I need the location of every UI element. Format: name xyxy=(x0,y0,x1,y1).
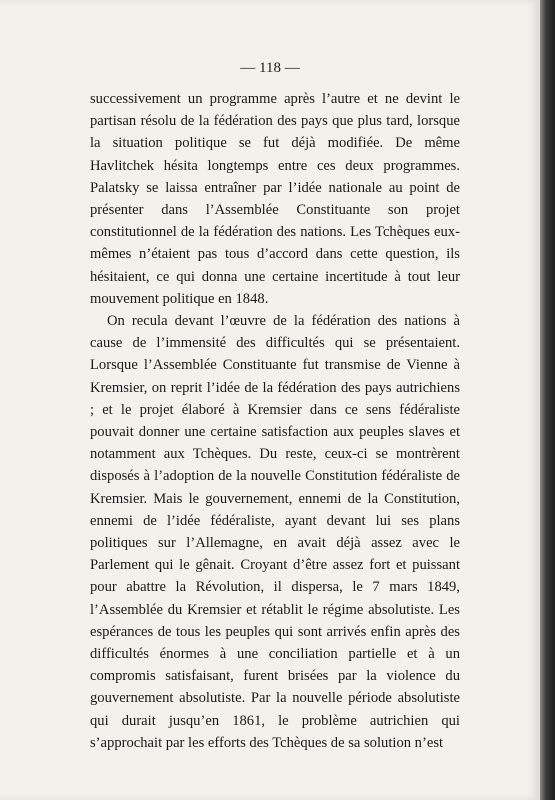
page-number: — 118 — xyxy=(240,60,300,76)
page-edge-shadow xyxy=(540,0,555,800)
body-text xyxy=(90,88,460,754)
paragraph-2: On recula devant l’œuvre de la fédération des nations à cause de l’immensité des difficultés qui se présentaient. Lorsque l’Assemblée Constituante fut transmise de Vienne à Kremsier, on reprit l’idée de la fédération des pays autrichiens ; et le projet élaboré à Kremsier dans ce sens fédéraliste pouvait donner une certaine satisfaction aux peuples slaves et notamment aux Tchèques. Du reste, ceux-ci se montrèrent disposés à l’adoption de la nouvelle Constitution fédéraliste de Kremsier. Mais le gouvernement, ennemi de la Constitution, ennemi de l’idée fédéraliste, ayant devant lui ses plans politiques sur l’Allemagne, en avait déjà assez avec le Parlement qui le gênait. Croyant d’être assez fort et puissant pour abattre la Révolution, il dispersa, le 7 mars 1849, l’Assemblée du Kremsier et rétablit le régime absolutiste. Les espérances de tous les peuples qui sont arrivés enfin après des difficultés énormes à une conciliation partielle et à un compromis satisfaisant, furent brisées par la violence du gouvernement absolutiste. Par la nouvelle période absolutiste qui durait jusqu’en 1861, le problème autrichien qui s’approchait par les efforts des Tchèques de sa solution n’est xyxy=(90,313,460,751)
paragraph-1: successivement un programme après l’autre et ne devint le partisan résolu de la fédération des pays que plus tard, lorsque la situation politique se fut déjà modifiée. De même Havlitchek hésita longtemps entre ces deux programmes. Palatsky se laissa entraîner par l’idée nationale au point de présenter dans l’Assemblée Constituante son projet constitutionnel de la fédération des nations. Les Tchèques eux-mêmes n’étaient pas tous d’accord dans cette question, ils hésitaient, ce qui donna une certaine incertitude à tout leur mouvement politique en 1848. xyxy=(90,91,460,307)
